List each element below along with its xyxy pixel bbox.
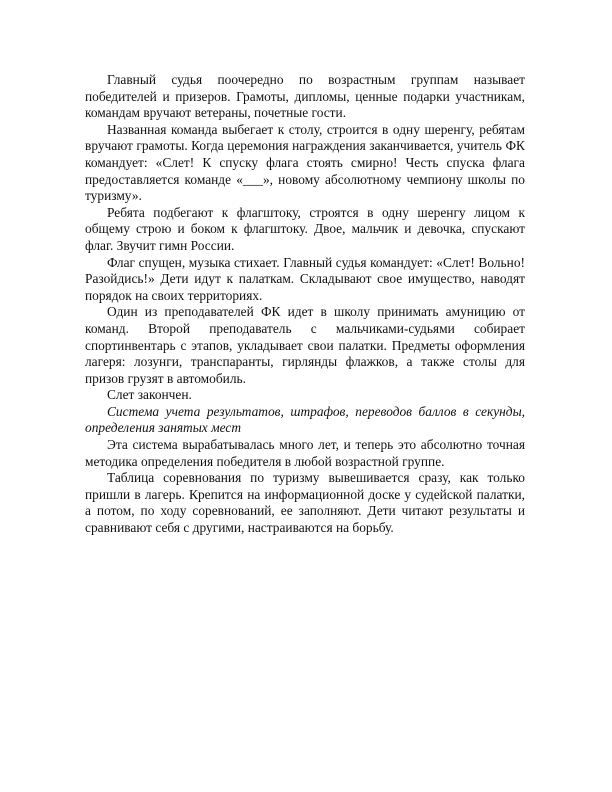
paragraph-rally-ended: Слет закончен.: [107, 387, 192, 403]
paragraph-dismissal: Флаг спущен, музыка стихает. Главный судья командует: «Слет! Вольно! Разойдись!» Дети идут к палаткам. Складывают свое имущество, наводят порядок на своих территориях.: [85, 254, 525, 303]
section-heading-scoring-system: Система учета результатов, штрафов, переводов баллов в секунды, определения занятых мест: [85, 403, 525, 436]
document-page: [85, 72, 525, 537]
paragraph-ceremony: Названная команда выбегает к столу, строится в одну шеренгу, ребятам вручают грамоты. Когда церемония награждения заканчивается, учитель ФК командует: «Слет! К спуску флага стоять смирно! Честь спуска флага предоставляется команде «___», новому абсолютному чемпиону школы по туризму».: [85, 121, 525, 204]
paragraph-cleanup: Один из преподавателей ФК идет в школу принимать амуницию от команд. Второй преподаватель с мальчиками-судьями собирает спортинвентарь с этапов, укладывает свои палатки. Предметы оформления лагеря: лозунги, транспаранты, гирлянды флажков, а также столы для призов грузят в автомобиль.: [85, 304, 525, 386]
paragraph-awards: Главный судья поочередно по возрастным группам называет победителей и призеров. Грамоты, дипломы, ценные подарки участникам, командам вручают ветераны, почетные гости.: [85, 72, 525, 121]
paragraph-flagpole: Ребята подбегают к флагштоку, строятся в одну шеренгу лицом к общему строю и боком к флагштоку. Двое, мальчик и девочка, спускают флаг. Звучит гимн России.: [85, 204, 525, 253]
paragraph-system-description: Эта система вырабатывалась много лет, и теперь это абсолютно точная методика определения победителя в любой возрастной группе.: [85, 437, 525, 469]
paragraph-results-table: Таблица соревнования по туризму вывешивается сразу, как только пришли в лагерь. Крепится на информационной доске у судейской палатки, а потом, по ходу соревнований, ее заполняют. Дети читают результаты и сравнивают себя с другими, настраиваются на борьбу.: [85, 470, 525, 536]
